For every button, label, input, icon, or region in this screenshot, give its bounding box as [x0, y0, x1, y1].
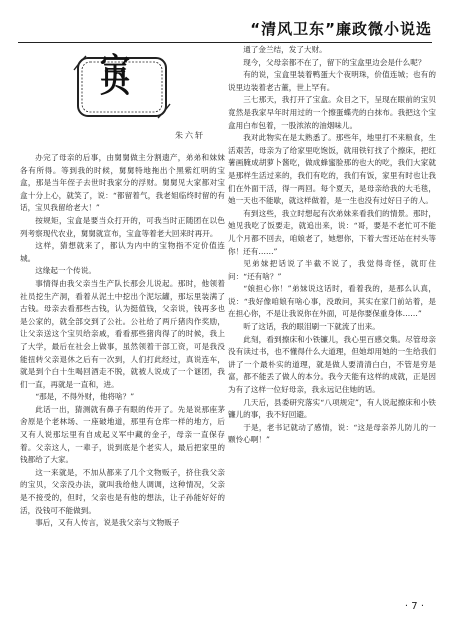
page-header	[0, 18, 450, 38]
series-title: “清风卫东”廉政微小说选	[250, 20, 432, 38]
body-paragraph: “娘担心你！”弟妹说这话时，看着我的，是那么认真，说：“我好像咱娘有啥心事，没敢问，其实在家门前站着，是在担心你，不是让我说你在外面，可是你要保重身体……”	[228, 284, 436, 319]
body-paragraph: 有到这些，我立时想起有次弟妹来看我们的情景。那时，她见我吃了饭要走，就追出来，说：“哥，要是不老忙可不能儿个月都不回去，咱娘老了，她想你，下着大雪还站在村头等你！还有……”	[228, 208, 436, 256]
title-block	[20, 44, 225, 152]
body-paragraph: 此刻，看到擦床和小铁镰儿，我心里百感交集。尽管母亲没有读过书，也不懂得什么大道理，但她却用她的一生给我们讲了一个最朴实的道理，就是做人要清清白白，不管是穷是富，都不能丢了做人的本分。我今天能有这样的成就，正是因为有了这样一位好母亲，我永远记住她的话。	[228, 334, 436, 395]
right-body-text	[228, 44, 436, 447]
article-author: 朱六轩	[175, 131, 205, 140]
body-paragraph: 此话一出，猜测就有鼻子有眼的传开了。先是说那座茅舍原是个老林场、一座破地道，那里有仓库一样的地方，后又有人说那坛里有自成起义军中藏的金子，母亲一直保存着。父亲这人，一辈子，说到底是个老实人，最后把家里的钱都给了大家。	[20, 404, 225, 465]
page-number: · 7 ·	[404, 601, 424, 612]
body-paragraph: 于是，老书记就动了感情，说：“这是母亲养儿防儿的一颗怜心啊！”	[228, 422, 436, 445]
body-paragraph: 有的说，宝盒里装着鸭蛋大个夜明珠，价值连城；也有的说里边装着老古董，世上罕有。	[228, 70, 436, 92]
body-paragraph: 这缘起一个传说。	[35, 266, 96, 276]
body-paragraph: 三七那天，我打开了宝盒。众目之下，呈现在眼前的宝贝竟然是我家早年时用过的一个擦蛋蝶壳的白抹布。我把这个宝盒用白布包着，一股浓浓的油烟味儿。	[228, 95, 436, 130]
body-paragraph: 按规矩，宝盒是要当众打开的，可我当时正随团在以色列考察现代农业，舅舅就宣布，宝盒等着老大回来时再开。	[20, 215, 225, 238]
body-paragraph: “那是，不得外财，他将啥？”	[35, 392, 135, 402]
right-column	[228, 44, 436, 447]
header-rule	[18, 42, 432, 43]
body-paragraph: 听了这话，我的眼泪刷一下就流了出来。	[243, 322, 380, 332]
body-paragraph: 通了金兰结，发了大财。	[243, 45, 327, 54]
article-title: 宝 贝	[100, 52, 144, 100]
body-paragraph: 这一来就是，不加从都来了几个文物贩子，挤住我父亲的宝贝，父亲没办法，就叫我给他人调调，这种情况，父亲是不接受的，但时，父亲也是有他的想法，让子孙能好好的活，没钱可不能做到。	[20, 467, 225, 515]
body-paragraph: 见弟妹把话说了半截不说了，我觉得奇怪，就盯住问：“还有啥？”	[228, 259, 436, 281]
body-paragraph: 事情得由我父亲当生产队长那会儿说起。那时，他领着社员挖生产洞，看着从泥土中挖出个泥坛罐，那坛里装满了古钱。母亲去看那些古钱，认为挺值钱，父亲说，钱再多也是公家的，就全部交到了公社。公社给了两斤猪肉作奖励，让父亲送这个宝贝给亲戚，看看那些猪肉得了的时候，我上了大学，最后在社会上做事，虽然领着干部工资，可是我没能扭转父亲退休之后有一次到，人们打此经过，真说连车，就是到个白十生喝回酒走不脱，就被人说成了一个谜团，我们一直，再就是一直和，进。	[20, 278, 225, 389]
body-paragraph: 办完了母亲的后事，由舅舅做主分割遗产，弟弟和妹妹各有所得。等到我的时候，舅舅特地拖出个黑紫红明的宝盒，那是当年侄子去世时我家分的浮财。舅舅见大家都对宝盒十分上心，就笑了，说：“都留着气，我老姐临终时留的有话，宝贝我留给老大！”	[20, 153, 225, 213]
body-paragraph: 几天后，县委研究落实“八项规定”，有人说起擦床和小铁镰儿的事，我不好回避。	[228, 397, 436, 420]
left-body-text	[20, 152, 225, 530]
body-paragraph: 这样，猜想就来了，都认为内中的宝物指不定价值连城。	[20, 241, 225, 263]
title-seal	[72, 52, 172, 122]
body-paragraph: 事后，又有人传言，说是我父亲与文物贩子	[35, 518, 180, 528]
body-paragraph: 我对此物实在是太熟悉了。那些年，地里打不来粮食，生活艰苦，母亲为了给家里吃饱饭，就用铁钉找了个擦床，把红薯画腌成胡萝卜酱吃，做成蜂蜜脸那的也大的吃，我们大家就是那样生活过来的，我们有吃的，我们有饭，家里有时也让我们在外面干活，得一两回。每个夏天，是母亲给我的大毛毯，她一天也不能歇，就这样做着，是一生也没有过好日子的人。	[228, 133, 436, 206]
body-paragraph: 现今，父母亲都不在了，留下的宝盒里边会是什么呢？	[243, 57, 426, 67]
left-column	[20, 44, 225, 530]
